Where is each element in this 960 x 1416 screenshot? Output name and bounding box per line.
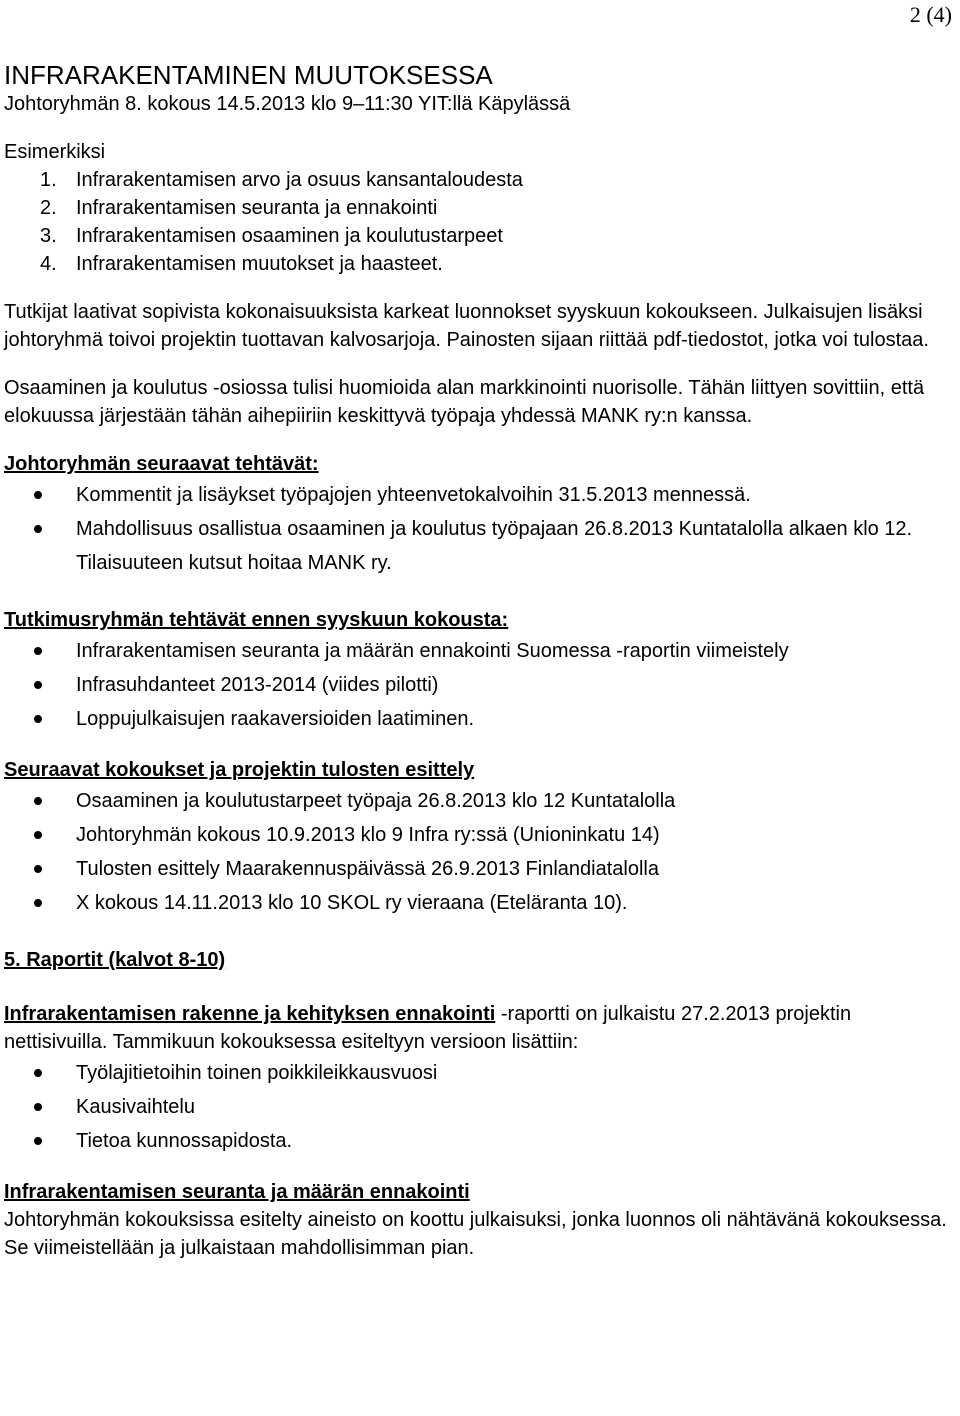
list-item: Osaaminen ja koulutustarpeet työpaja 26.8.2013 klo 12 Kuntatalolla (4, 784, 954, 818)
paragraph-structure-report: Infrarakentamisen rakenne ja kehityksen ennakointi -raportti on julkaistu 27.2.2013 projektin nettisivuilla. Tammikuun kokouksessa esiteltyyn versioon lisättiin: (4, 1003, 852, 1053)
section-heading-steering-tasks: Johtoryhmän seuraavat tehtävät: (4, 453, 319, 475)
section-heading-monitoring: Infrarakentamisen seuranta ja määrän ennakointi (4, 1181, 470, 1203)
list-item: Mahdollisuus osallistua osaaminen ja koulutus työpajaan 26.8.2013 Kuntatalolla alkaen klo 12. Tilaisuuteen kutsut hoitaa MANK ry. (4, 512, 954, 580)
list-item: Infrarakentamisen seuranta ja määrän ennakointi Suomessa -raportin viimeistely (4, 634, 954, 668)
bullet-icon (34, 797, 42, 805)
bullet-icon (34, 831, 42, 839)
steering-tasks-list (4, 478, 954, 580)
bullet-icon (34, 1103, 42, 1111)
list-item: 2. Infrarakentamisen seuranta ja ennakointi (40, 197, 438, 219)
bullet-icon (34, 491, 42, 499)
list-item: Kausivaihtelu (4, 1090, 954, 1124)
bullet-icon (34, 647, 42, 655)
bullet-icon (34, 899, 42, 907)
bullet-icon (34, 1137, 42, 1145)
numbered-list (4, 166, 954, 278)
paragraph-monitoring: Johtoryhmän kokouksissa esitelty aineisto on koottu julkaisuksi, jonka luonnos oli nähtävänä kokouksessa. Se viimeistellään ja julkaistaan mahdollisimman pian. (4, 1209, 947, 1259)
list-item: Työlajitietoihin toinen poikkileikkausvuosi (4, 1056, 954, 1090)
bullet-icon (34, 525, 42, 533)
page-number: 2 (4) (909, 2, 952, 27)
examples-label: Esimerkiksi (4, 141, 106, 163)
next-meetings-list (4, 784, 954, 920)
list-item: 1. Infrarakentamisen arvo ja osuus kansantaloudesta (40, 169, 523, 191)
list-item: Tulosten esittely Maarakennuspäivässä 26.9.2013 Finlandiatalolla (4, 852, 954, 886)
list-item: X kokous 14.11.2013 klo 10 SKOL ry vieraana (Eteläranta 10). (4, 886, 954, 920)
bullet-icon (34, 865, 42, 873)
bullet-icon (34, 681, 42, 689)
meeting-subtitle: Johtoryhmän 8. kokous 14.5.2013 klo 9–11:30 YIT:llä Käpylässä (4, 93, 571, 115)
document-title: INFRARAKENTAMINEN MUUTOKSESSA (4, 60, 493, 90)
list-item: 4. Infrarakentamisen muutokset ja haasteet. (40, 253, 443, 275)
section-heading-reports: 5. Raportit (kalvot 8-10) (4, 949, 226, 971)
list-item: Johtoryhmän kokous 10.9.2013 klo 9 Infra ry:ssä (Unioninkatu 14) (4, 818, 954, 852)
list-item: Tietoa kunnossapidosta. (4, 1124, 954, 1158)
document-content (4, 60, 954, 1262)
section-heading-next-meetings: Seuraavat kokoukset ja projektin tulosten esittely (4, 759, 475, 781)
additions-list (4, 1056, 954, 1158)
section-heading-research-tasks: Tutkimusryhmän tehtävät ennen syyskuun kokousta: (4, 609, 509, 631)
list-item: Kommentit ja lisäykset työpajojen yhteenvetokalvoihin 31.5.2013 mennessä. (4, 478, 954, 512)
list-item: Loppujulkaisujen raakaversioiden laatiminen. (4, 702, 954, 736)
bullet-icon (34, 715, 42, 723)
paragraph-training: Osaaminen ja koulutus -osiossa tulisi huomioida alan markkinointi nuorisolle. Tähän liittyen sovittiin, että elokuussa järjestään tähän aihepiiriin keskittyvä työpaja yhdessä MANK ry:n kanssa. (4, 377, 925, 427)
list-item: Infrasuhdanteet 2013-2014 (viides pilotti) (4, 668, 954, 702)
paragraph-researchers: Tutkijat laativat sopivista kokonaisuuksista karkeat luonnokset syyskuun kokoukseen. Julkaisujen lisäksi johtoryhmä toivoi projektin tuottavan kalvosarjoja. Painosten sijaan riittää pdf-tiedostot, jotka voi tulostaa. (4, 301, 929, 351)
report-title: Infrarakentamisen rakenne ja kehityksen ennakointi (4, 1003, 496, 1025)
list-item: 3. Infrarakentamisen osaaminen ja koulutustarpeet (40, 225, 503, 247)
bullet-icon (34, 1069, 42, 1077)
research-tasks-list (4, 634, 954, 736)
